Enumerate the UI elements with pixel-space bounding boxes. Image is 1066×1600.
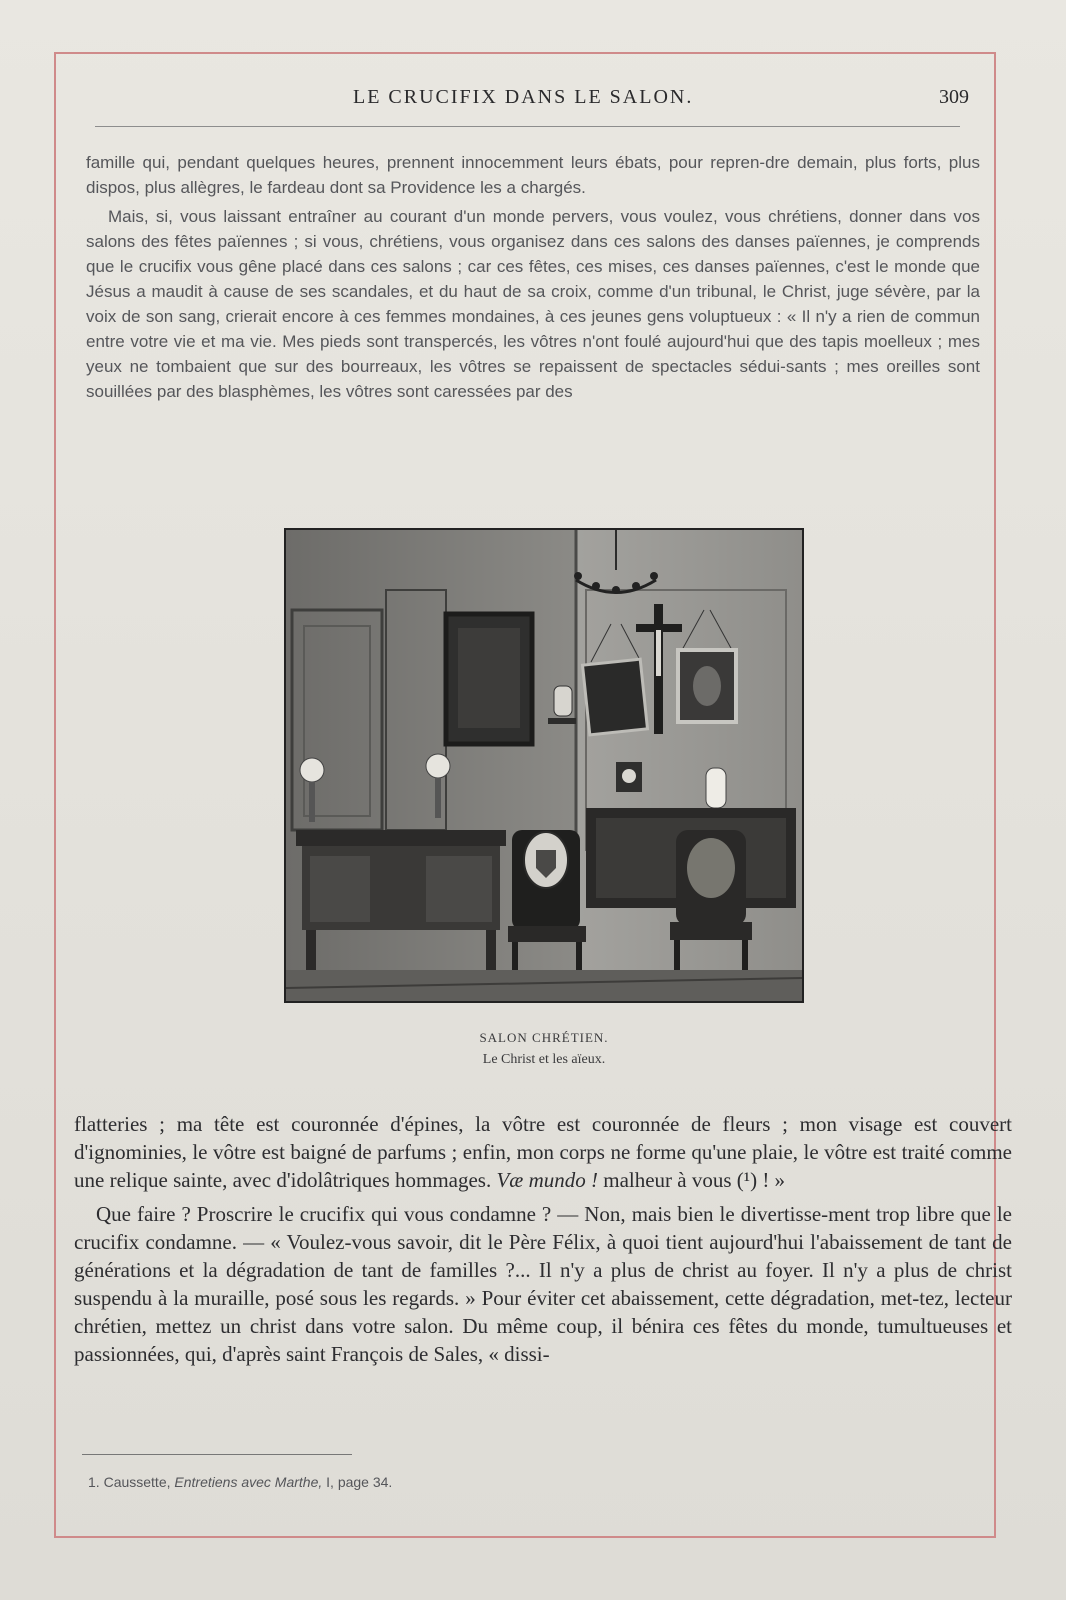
figure-caption-title: SALON CHRÉTIEN. <box>479 1030 609 1045</box>
running-title: LE CRUCIFIX DANS LE SALON. <box>353 86 694 108</box>
latin-phrase: Væ mundo ! <box>496 1168 598 1192</box>
footnote-reference: I, page 34. <box>326 1474 393 1490</box>
paragraph-text: flatteries ; ma tête est couronnée d'épines, la vôtre est couronnée de fleurs ; mon visage est couvert d'ignominies, le vôtre est baigné de parfums ; enfin, mon corps ne forme qu'une plaie, le vôtre est traité comme une relique sainte, avec d'idolâtriques hommages. <box>74 1112 1012 1192</box>
page-number: 309 <box>939 86 969 108</box>
paragraph-end: malheur à vous (¹) ! » <box>603 1168 786 1192</box>
paragraph: Que faire ? Proscrire le crucifix qui vous condamne ? — Non, mais bien le divertisse-ment trop libre que le crucifix condamne. — « Voulez-vous savoir, dit le Père Félix, à quoi tient aujourd'hui l'abaissement de tant de générations et la dégradation de tant de familles ?... Il n'y a plus de christ au foyer. Il n'y a plus de christ suspendu à la muraille, posé sous les regards. » Pour éviter cet abaissement, cette dégradation, met-tez, lecteur chrétien, mettez un christ dans votre salon. Du même coup, il bénira ces fêtes du monde, tumultueuses et passionnées, qui, d'après saint François de Sales, « dissi- <box>74 1202 1012 1366</box>
footnote-rule <box>82 1454 352 1455</box>
paragraph: Mais, si, vous laissant entraîner au courant d'un monde pervers, vous voulez, vous chrétiens, donner dans vos salons des fêtes païennes ; si vous, chrétiens, vous organisez dans ces salons des danses païennes, je comprends que le crucifix vous gêne placé dans ces salons ; car ces fêtes, ces mises, ces danses païennes, c'est le monde que Jésus a maudit à cause de ses scandales, et du haut de sa croix, comme d'un tribunal, le Christ, juge sévère, par la voix de son sang, crierait encore à ces femmes mondaines, à ces jeunes gens voluptueux : « Il n'y a rien de commun entre votre vie et ma vie. Mes pieds sont transpercés, les vôtres n'ont foulé aujourd'hui que des tapis moelleux ; mes yeux ne tombaient que sur des bourreaux, les vôtres se repaissent de spectacles sédui-sants ; mes oreilles sont souillées par des blasphèmes, les vôtres sont caressées par des <box>86 207 980 401</box>
footnote-author: Caussette, <box>103 1474 171 1490</box>
salon-photograph <box>284 528 804 1003</box>
paragraph-continuation: famille qui, pendant quelques heures, prennent innocemment leurs ébats, pour repren-dre demain, plus forts, plus dispos, plus allègres, le fardeau dont sa Providence les a chargés. <box>86 153 980 197</box>
header-rule <box>95 126 960 127</box>
footnote-number: 1. <box>88 1474 100 1490</box>
salon-photograph-image <box>286 530 802 1001</box>
footnote-work: Entretiens avec Marthe, <box>174 1474 323 1490</box>
upper-text-block <box>86 150 980 404</box>
running-header <box>95 84 975 114</box>
figure-caption-subtitle: Le Christ et les aïeux. <box>482 1052 606 1067</box>
lower-text-block <box>74 1110 1012 1368</box>
footnote <box>88 1474 788 1490</box>
paragraph-continuation <box>74 1110 1012 1194</box>
